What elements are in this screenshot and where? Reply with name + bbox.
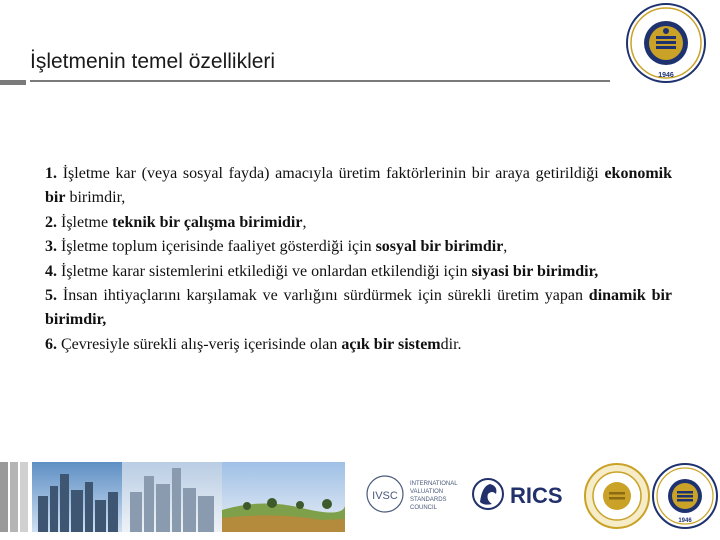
list-item-text: dinamik bir birimdir,	[45, 287, 673, 329]
list-item-text: İşletme karar sistemlerini etkilediği ve onlardan etkilendiği için	[61, 262, 472, 280]
list-item	[45, 284, 672, 333]
list-item-text: dir.	[440, 335, 462, 353]
list-item-text: birimdir,	[65, 189, 126, 207]
list-item	[45, 333, 672, 357]
list-item-text: açık bir sistem	[341, 335, 441, 353]
list-item-text: siyasi bir birimdir,	[471, 262, 599, 280]
list-item-text: ,	[503, 238, 508, 256]
ivsc-caption-4: COUNCIL	[410, 505, 438, 511]
list-item-text: 2.	[45, 213, 61, 231]
top-seal-year: 1946	[658, 72, 674, 79]
footer-photo-montage	[32, 462, 345, 532]
ivsc-text: IVSC	[372, 490, 398, 502]
list-item	[45, 162, 672, 211]
title-underline	[30, 80, 610, 82]
seal2-year: 1946	[678, 518, 692, 524]
list-item	[45, 260, 672, 284]
ivsc-caption-3: STANDARDS	[410, 497, 447, 503]
list-item-text: İşletme toplum içerisinde faaliyet gösterdiği için	[61, 238, 376, 256]
slide-title: İşletmenin temel özellikleri	[30, 50, 276, 73]
ankara-university-seal-logo	[625, 2, 707, 84]
list-item-text: 4.	[45, 262, 61, 280]
list-item-text: İnsan ihtiyaçlarını karşılamak ve varlığını sürdürmek için sürekli üretim yapan	[62, 287, 589, 305]
list-item-text: 1.	[45, 165, 63, 182]
content-list	[45, 162, 672, 357]
list-item	[45, 211, 672, 235]
list-item-text: teknik bir çalışma birimidir	[112, 213, 303, 231]
list-item-text: ,	[302, 213, 307, 231]
list-item	[45, 235, 672, 259]
rics-logo	[470, 472, 580, 517]
ankara-university-footer-seal	[651, 462, 719, 530]
ivsc-caption-1: INTERNATIONAL	[410, 481, 458, 487]
list-item-text: Çevresiyle sürekli alış-veriş içerisinde olan	[61, 335, 342, 353]
gold-seal-logo	[583, 462, 651, 530]
list-item-text: ekonomik bir	[45, 165, 673, 207]
list-item-text: 6.	[45, 335, 61, 353]
list-item-text: sosyal bir birimdir	[375, 238, 504, 256]
ivsc-logo	[365, 472, 465, 517]
list-item-text: 3.	[45, 238, 61, 256]
list-item-text: İşletme kar (veya sosyal fayda) amacıyla üretim faktörlerinin bir araya getirildiği	[62, 165, 605, 182]
list-item-text: İşletme	[61, 213, 113, 231]
list-item-text: 5.	[45, 287, 63, 305]
corner-accent-bar	[0, 80, 26, 85]
ivsc-caption-2: VALUATION	[410, 489, 444, 495]
rics-text: RICS	[510, 483, 563, 508]
